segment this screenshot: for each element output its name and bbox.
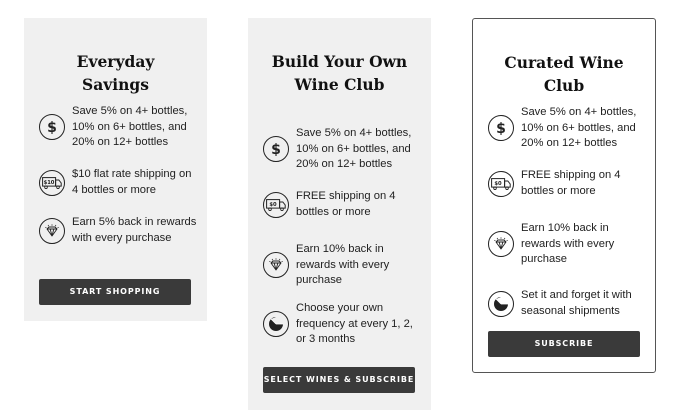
shipping-badge: $0 [494,180,502,187]
diamond-icon [488,231,514,257]
dollar-icon [39,114,65,140]
benefit-text: Save 5% on 4+ bottles, 10% on 6+ bottles, and 20% on 12+ bottles [296,127,412,171]
benefit-item [39,167,199,198]
benefit-text: $10 flat rate shipping on 4 bottles or more [72,168,192,196]
dollar-icon [263,136,289,162]
shipping-badge: $10 [43,179,55,186]
plan-title-text: Wine Club [294,75,385,94]
start-shopping-button[interactable]: START SHOPPING [39,279,191,305]
benefit-text: Save 5% on 4+ bottles, 10% on 6+ bottles, and 20% on 12+ bottles [72,105,188,149]
shipping-truck-icon [263,192,289,218]
benefit-item [39,215,199,246]
benefit-item [263,189,423,220]
clock-icon [263,311,289,337]
diamond-icon [39,218,65,244]
benefit-item [263,301,423,348]
benefit-item [263,126,423,173]
benefit-item [263,242,423,289]
benefit-item [488,221,647,268]
plan-title-text: Everyday Savings [76,52,155,94]
svg-text:$: $ [496,121,506,137]
shipping-badge: $0 [269,201,277,208]
benefit-text: Earn 10% back in rewards with every purchase [521,222,615,266]
benefit-item [488,105,647,152]
benefit-text: Choose your own frequency at every 1, 2, or 3 months [296,302,413,346]
benefit-text: FREE shipping on 4 bottles or more [296,190,396,218]
clock-icon [488,291,514,317]
benefit-text: Earn 10% back in rewards with every purchase [296,243,390,287]
subscribe-button[interactable]: SUBSCRIBE [488,331,640,357]
plan-title-text: Build Your Own [271,52,408,71]
select-wines-subscribe-button[interactable]: SELECT WINES & SUBSCRIBE [263,367,415,393]
benefit-item [39,104,199,151]
svg-text:$: $ [271,142,281,158]
shipping-truck-icon [488,171,514,197]
diamond-icon [263,252,289,278]
svg-text:$: $ [47,120,57,136]
benefit-text: Save 5% on 4+ bottles, 10% on 6+ bottles, and 20% on 12+ bottles [521,106,637,150]
dollar-icon [488,115,514,141]
shipping-truck-icon [39,170,65,196]
plan-card-curated-wine-club [472,18,656,373]
benefit-item [488,168,647,199]
benefit-item [488,288,647,319]
plan-title [473,51,655,97]
plan-title [24,50,207,96]
benefit-text: Earn 5% back in rewards with every purchase [72,216,197,244]
plan-card-build-your-own [248,18,431,410]
benefit-text: Set it and forget it with seasonal shipments [521,289,632,317]
plan-title [248,50,431,96]
benefit-text: FREE shipping on 4 bottles or more [521,169,621,197]
plan-card-everyday-savings [24,18,207,321]
plan-title-text: Curated Wine Club [504,53,624,95]
